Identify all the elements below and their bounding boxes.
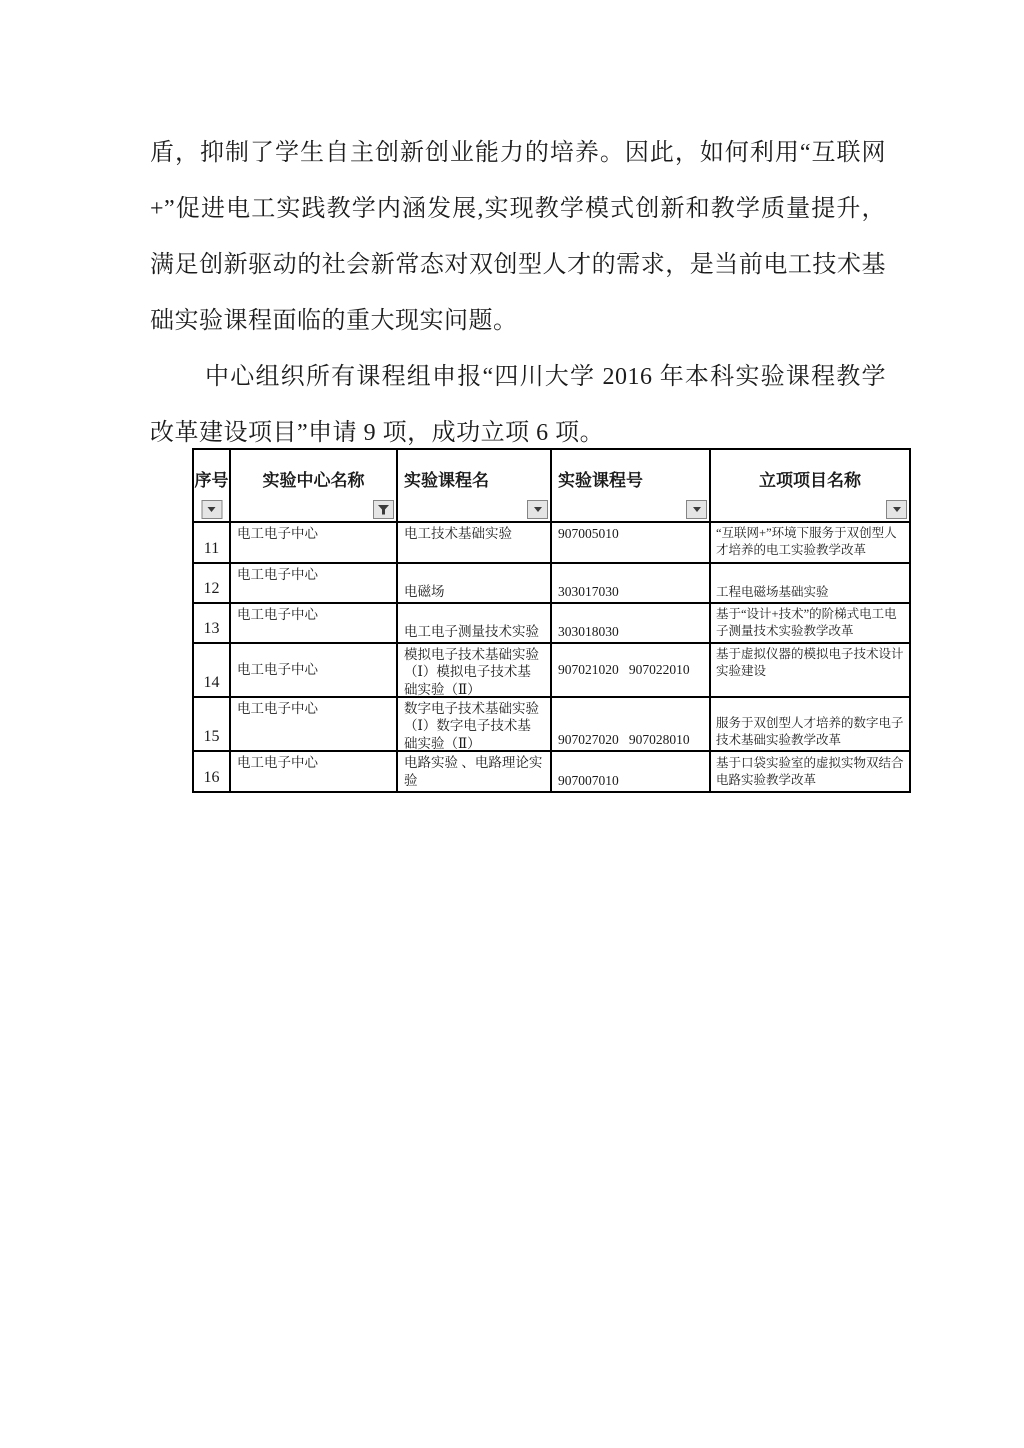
cell-course-code: 907027020 907028010 <box>552 698 711 752</box>
projects-table <box>192 448 911 793</box>
column-header-center-name <box>231 450 398 523</box>
filter-dropdown-button[interactable] <box>527 500 548 519</box>
filter-dropdown-button[interactable] <box>373 500 394 519</box>
cell-center-name: 电工电子中心 <box>231 644 398 698</box>
body-text <box>150 125 886 461</box>
cell-project-name: 工程电磁场基础实验 <box>711 564 909 604</box>
chevron-down-icon <box>534 507 542 512</box>
cell-no: 15 <box>194 698 231 752</box>
cell-course-code: 303018030 <box>552 604 711 644</box>
cell-course-code: 907007010 <box>552 752 711 791</box>
cell-course-name: 数字电子技术基础实验（Ⅰ）数字电子技术基础实验（Ⅱ） <box>398 698 552 752</box>
filter-dropdown-button[interactable] <box>886 500 907 519</box>
filter-dropdown-button[interactable] <box>201 500 222 519</box>
cell-center-name: 电工电子中心 <box>231 523 398 564</box>
filter-funnel-icon <box>377 504 390 516</box>
cell-project-name: 基于“设计+技术”的阶梯式电工电子测量技术实验教学改革 <box>711 604 909 644</box>
cell-course-name: 电工技术基础实验 <box>398 523 552 564</box>
cell-no: 14 <box>194 644 231 698</box>
cell-project-name: 服务于双创型人才培养的数字电子技术基础实验教学改革 <box>711 698 909 752</box>
cell-center-name: 电工电子中心 <box>231 698 398 752</box>
cell-course-name: 电磁场 <box>398 564 552 604</box>
paragraph-line: 中心组织所有课程组申报“四川大学 2016 年本科实验课程教学 <box>205 364 886 390</box>
cell-course-name: 电工电子测量技术实验 <box>398 604 552 644</box>
paragraph-line: +”促进电工实践教学内涵发展,实现教学模式创新和教学质量提升， <box>150 196 886 222</box>
column-header-label: 实验课程名 <box>404 471 489 490</box>
column-header-label: 序号 <box>194 471 229 490</box>
cell-course-code: 907005010 <box>552 523 711 564</box>
cell-no: 16 <box>194 752 231 791</box>
cell-course-code: 907021020 907022010 <box>552 644 711 698</box>
column-header-label: 实验课程号 <box>558 471 643 490</box>
cell-center-name: 电工电子中心 <box>231 752 398 791</box>
column-header-label: 立项项目名称 <box>759 471 861 490</box>
chevron-down-icon <box>208 507 216 512</box>
cell-course-name: 电路实验 、电路理论实验 <box>398 752 552 791</box>
filter-dropdown-button[interactable] <box>686 500 707 519</box>
paragraph-line: 改革建设项目”申请 9 项，成功立项 6 项。 <box>150 420 605 446</box>
cell-course-name: 模拟电子技术基础实验（Ⅰ）模拟电子技术基础实验（Ⅱ） <box>398 644 552 698</box>
paragraph-line: 盾，抑制了学生自主创新创业能力的培养。因此，如何利用“互联网 <box>150 140 886 166</box>
cell-no: 11 <box>194 523 231 564</box>
paragraph-line: 满足创新驱动的社会新常态对双创型人才的需求，是当前电工技术基 <box>150 252 886 278</box>
paragraph-line: 础实验课程面临的重大现实问题。 <box>150 308 518 334</box>
chevron-down-icon <box>693 507 701 512</box>
cell-course-code: 303017030 <box>552 564 711 604</box>
column-header-course-name <box>398 450 552 523</box>
cell-no: 13 <box>194 604 231 644</box>
cell-center-name: 电工电子中心 <box>231 604 398 644</box>
cell-project-name: 基于虚拟仪器的模拟电子技术设计实验建设 <box>711 644 909 698</box>
column-header-label: 实验中心名称 <box>262 471 365 490</box>
column-header-no <box>194 450 231 523</box>
chevron-down-icon <box>893 507 901 512</box>
cell-project-name: 基于口袋实验室的虚拟实物双结合电路实验教学改革 <box>716 756 904 787</box>
column-header-project-name <box>711 450 909 523</box>
column-header-course-code <box>552 450 711 523</box>
cell-no: 12 <box>194 564 231 604</box>
cell-project-name: “互联网+”环境下服务于双创型人才培养的电工实验教学改革 <box>711 523 909 564</box>
cell-center-name: 电工电子中心 <box>231 564 398 604</box>
